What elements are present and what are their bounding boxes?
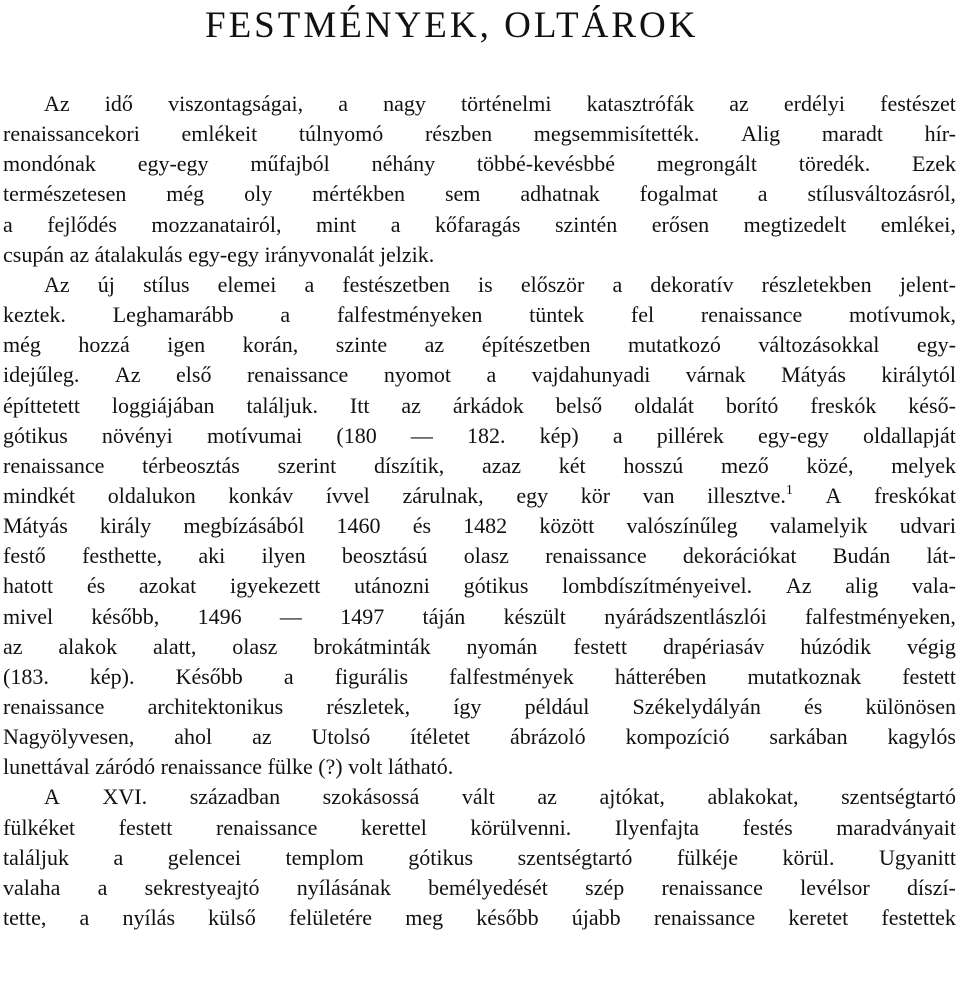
- word: Ezek: [912, 151, 956, 177]
- word: meg: [405, 905, 444, 931]
- word: oldallapját: [863, 422, 956, 448]
- word: van: [642, 482, 675, 508]
- word: renaissance: [700, 302, 803, 328]
- word: valamelyik: [769, 513, 868, 539]
- word: díszítik,: [373, 452, 445, 478]
- text-line: [3, 571, 956, 601]
- word: az: [729, 91, 749, 116]
- word: királytól: [881, 362, 956, 388]
- word: között: [539, 513, 595, 539]
- page-title: FESTMÉNYEK, OLTÁROK: [205, 5, 699, 46]
- word: építészetben: [481, 332, 591, 358]
- word: Leghamarább: [112, 302, 234, 328]
- word: mutatkozó: [627, 332, 721, 358]
- word: igyekezett: [230, 573, 321, 599]
- word: díszí-: [907, 874, 956, 900]
- word: a: [79, 905, 90, 931]
- word: megsemmisítették.: [533, 121, 700, 147]
- word: körülvenni.: [470, 814, 572, 840]
- word: alig: [845, 573, 879, 599]
- word: katasztrófák: [586, 91, 695, 116]
- word: fülkéket: [3, 814, 76, 840]
- word: valószínűleg: [626, 513, 738, 539]
- word: kép): [539, 422, 579, 448]
- word: a: [612, 271, 623, 297]
- word: olasz: [232, 633, 278, 659]
- word: Ugyanitt: [878, 844, 956, 870]
- word: tüntek: [529, 302, 585, 328]
- word: keztek.: [3, 302, 66, 328]
- word: túlnyomó: [298, 121, 384, 147]
- word: és: [412, 513, 432, 539]
- word: mező: [721, 452, 769, 478]
- word: ívvel: [325, 482, 370, 508]
- word: a: [283, 663, 294, 689]
- word: gótikus: [408, 844, 474, 870]
- word: természetesen: [3, 181, 127, 207]
- word: Itt: [349, 392, 370, 418]
- word: és: [804, 694, 823, 719]
- word: gótikus: [3, 422, 68, 448]
- word: Nagyölyvesen,: [3, 724, 135, 750]
- word: 182.: [466, 422, 506, 448]
- word: ábrázoló: [509, 724, 586, 750]
- text-line: [3, 813, 956, 843]
- word: stílus: [143, 271, 190, 297]
- word: kompozíció: [625, 724, 730, 750]
- word: többé-kevésbbé: [476, 151, 615, 177]
- word: körül.: [782, 844, 835, 870]
- word: még: [166, 181, 205, 207]
- word: a: [113, 844, 124, 870]
- word: hátterében: [614, 663, 707, 689]
- word: festhette,: [82, 543, 163, 569]
- word: készült: [503, 603, 566, 629]
- word: falfestményeken: [336, 302, 483, 328]
- word: kerettel: [360, 814, 427, 840]
- word: emlékei,: [880, 211, 956, 237]
- word: kör: [580, 482, 611, 508]
- word: valaha: [3, 874, 61, 900]
- word: festészetben: [342, 271, 450, 297]
- word: adhatnak: [520, 181, 600, 207]
- word: jelzik.: [379, 241, 435, 267]
- word: Mátyás: [781, 362, 846, 388]
- word: szentségtartó: [841, 784, 956, 810]
- word: kagylós: [887, 724, 956, 750]
- word: fel: [630, 302, 655, 328]
- text-line: [3, 843, 956, 873]
- word: Az: [44, 91, 70, 116]
- word: emlékeit: [181, 121, 258, 147]
- word: a: [338, 91, 348, 116]
- word: megtizedelt: [743, 211, 847, 237]
- word: még: [3, 332, 41, 358]
- text-line: [3, 330, 956, 360]
- word: kép).: [89, 663, 135, 689]
- text-line: [3, 360, 956, 390]
- word: oldalát: [634, 392, 694, 418]
- word: hozzá: [78, 332, 130, 358]
- word: gótikus: [463, 573, 529, 599]
- word: ahol: [174, 724, 213, 750]
- word: belső: [555, 392, 603, 418]
- text-line: [3, 662, 956, 692]
- word: konkáv: [228, 482, 294, 508]
- word: lombdíszítményeivel.: [562, 573, 753, 599]
- word: építtetett: [3, 392, 80, 418]
- word: renaissance: [3, 452, 105, 478]
- word: fülke: [267, 754, 313, 780]
- word: udvari: [899, 513, 956, 539]
- word: —: [410, 422, 433, 448]
- word: így: [453, 694, 482, 719]
- word: drapériasáv: [662, 633, 765, 659]
- word: falfestményeken,: [805, 603, 956, 629]
- word: a: [304, 271, 315, 297]
- word: felületére: [289, 905, 373, 931]
- word: az: [401, 392, 421, 418]
- word: egy-egy: [188, 241, 259, 267]
- word: néhány: [371, 151, 436, 177]
- word: késő-: [908, 392, 956, 418]
- word: motívumai: [206, 422, 303, 448]
- text-line: [3, 451, 956, 481]
- word: nyomot: [383, 362, 452, 388]
- word: renaissance: [545, 543, 647, 569]
- word: első: [176, 362, 212, 388]
- word: találjuk.: [246, 392, 318, 418]
- word: században: [189, 784, 281, 810]
- word: mértékben: [312, 181, 406, 207]
- word: az: [424, 332, 445, 358]
- word: várnak: [685, 362, 746, 388]
- word: Alig: [741, 121, 781, 147]
- word: Az: [785, 573, 812, 599]
- word: erősen: [651, 211, 710, 237]
- word: dekoratív: [650, 271, 734, 297]
- word: gelencei: [167, 844, 242, 870]
- word: egy-egy: [758, 422, 829, 448]
- word: nyárádszentlászlói: [604, 603, 767, 629]
- footnote-marker: 1: [785, 482, 793, 498]
- word: (180: [336, 422, 377, 448]
- word: először: [520, 271, 585, 297]
- word: A: [44, 784, 60, 810]
- word: és: [86, 573, 106, 599]
- word: a: [280, 302, 291, 328]
- word: a: [3, 211, 13, 237]
- word: festészet: [880, 91, 956, 116]
- word: korán,: [242, 332, 299, 358]
- word: loggiájában: [111, 392, 215, 418]
- word: alatt,: [152, 633, 197, 659]
- word: egy: [516, 482, 549, 508]
- text-line: [3, 752, 453, 782]
- text-line: [3, 210, 956, 240]
- word: idejűleg.: [3, 362, 80, 388]
- word: ítéletet: [410, 724, 471, 750]
- word: szinte: [335, 332, 388, 358]
- text-line: [3, 602, 956, 632]
- word: renaissancekori: [3, 121, 140, 147]
- word: árkádok: [452, 392, 524, 418]
- word: renaissance: [653, 905, 756, 931]
- word: erdélyi: [783, 91, 846, 116]
- word: sarkában: [769, 724, 848, 750]
- word: műfajból: [250, 151, 330, 177]
- word: maradványait: [836, 814, 956, 840]
- word: a: [612, 422, 623, 448]
- word: renaissance: [246, 362, 349, 388]
- text-line: [3, 300, 956, 330]
- word: átalakulás: [94, 241, 183, 267]
- word: pillérek: [656, 422, 724, 448]
- word: festettek: [881, 905, 956, 931]
- word: levélsor: [800, 874, 870, 900]
- word: hatott: [3, 573, 54, 599]
- word: Később: [175, 663, 243, 689]
- word: újabb: [571, 905, 621, 931]
- word: azokat: [138, 573, 197, 599]
- word: freskók: [810, 392, 877, 418]
- word: renaissance: [215, 814, 318, 840]
- text-line: [3, 873, 956, 903]
- word: szintén: [554, 211, 618, 237]
- word: külső: [208, 905, 256, 931]
- text-line: [3, 421, 956, 451]
- word: kőfaragás: [434, 211, 521, 237]
- word: A: [825, 482, 842, 508]
- text-line: [3, 541, 956, 571]
- word: beosztású: [341, 543, 428, 569]
- word: maradt: [821, 121, 883, 147]
- word: motívumok,: [849, 302, 956, 328]
- word: megbízásából: [183, 513, 305, 539]
- word: freskókat: [874, 482, 956, 508]
- word: vált: [461, 784, 495, 810]
- word: záródó: [95, 754, 156, 780]
- word: király: [99, 513, 152, 539]
- word: lát-: [926, 543, 956, 569]
- word: festés: [742, 814, 793, 840]
- word: is: [478, 271, 493, 297]
- word: mutatkoznak: [747, 663, 862, 689]
- word: 1496: [197, 603, 242, 629]
- word: azaz: [482, 452, 522, 478]
- word: mivel: [3, 603, 54, 629]
- text-line: [3, 179, 956, 209]
- word: Székelydályán: [632, 694, 761, 719]
- word: melyek: [891, 452, 956, 478]
- word: vajdahunyadi: [531, 362, 651, 388]
- text-line: [3, 903, 956, 933]
- word: (183.: [3, 663, 49, 689]
- word: alakok: [58, 633, 118, 659]
- word: festett: [573, 633, 628, 659]
- word: Az: [114, 362, 141, 388]
- word: később,: [91, 603, 160, 629]
- word: két: [558, 452, 586, 478]
- word: viszontagságai,: [168, 91, 304, 116]
- word: az: [3, 633, 23, 659]
- text-line: [3, 722, 956, 752]
- word: új: [97, 271, 115, 297]
- word: keretet: [788, 905, 849, 931]
- word: sem: [444, 181, 481, 207]
- word: lunettával: [3, 754, 90, 780]
- word: a: [757, 181, 768, 207]
- word: fogalmat: [639, 181, 718, 207]
- word: volt: [348, 754, 383, 780]
- word: megrongált: [656, 151, 757, 177]
- word: változásokkal: [758, 332, 880, 358]
- word: a: [97, 874, 108, 900]
- word: Utolsó: [311, 724, 371, 750]
- text-line: [3, 511, 956, 541]
- word: nyílás: [122, 905, 176, 931]
- word: aki: [198, 543, 226, 569]
- word: hosszú: [623, 452, 684, 478]
- word: Ilyenfajta: [614, 814, 700, 840]
- word: végig: [907, 633, 956, 659]
- word: közé,: [806, 452, 854, 478]
- word: vala-: [911, 573, 956, 599]
- word: renaissance: [3, 694, 105, 719]
- word: festő: [3, 543, 46, 569]
- word: ilyen: [261, 543, 306, 569]
- word: templom: [285, 844, 364, 870]
- word: 1460: [336, 513, 381, 539]
- word: brokátminták: [313, 633, 431, 659]
- word: térbeosztás: [142, 452, 240, 478]
- text-line: [3, 481, 956, 511]
- word: töredék.: [798, 151, 871, 177]
- word: zárulnak,: [402, 482, 484, 508]
- word: például: [524, 694, 590, 719]
- word: táján: [422, 603, 466, 629]
- word: nagy: [383, 91, 426, 116]
- word: XVI.: [102, 784, 148, 810]
- word: növényi: [101, 422, 173, 448]
- word: architektonikus: [147, 694, 284, 719]
- word: történelmi: [461, 91, 552, 116]
- word: később: [476, 905, 539, 931]
- text-line: [3, 240, 434, 270]
- word: különösen: [865, 694, 956, 719]
- word: Az: [44, 271, 70, 297]
- word: 1497: [340, 603, 385, 629]
- word: fejlődés: [47, 211, 117, 237]
- word: renaissance: [160, 754, 262, 780]
- word: egy-: [916, 332, 956, 358]
- word: jelent-: [899, 271, 956, 297]
- word: Budán: [832, 543, 891, 569]
- word: fülkéje: [676, 844, 739, 870]
- word: találjuk: [3, 844, 69, 870]
- word: mozzanatairól,: [151, 211, 282, 237]
- word: szép: [585, 874, 625, 900]
- word: az: [537, 784, 557, 810]
- word: irányvonalát: [264, 241, 375, 267]
- word: egy-egy: [137, 151, 209, 177]
- word: festett: [902, 663, 956, 689]
- word: festett: [118, 814, 173, 840]
- text-line: [3, 391, 956, 421]
- word: ablakokat,: [707, 784, 799, 810]
- word: húzódik: [800, 633, 872, 659]
- text-line: [3, 692, 956, 722]
- word: figurális: [334, 663, 409, 689]
- word: mint: [315, 211, 357, 237]
- word: idő: [104, 91, 133, 116]
- word: borító: [725, 392, 779, 418]
- word: hír-: [924, 121, 956, 147]
- word: illesztve.$^1$: [707, 482, 793, 508]
- word: bemélyedését: [428, 874, 548, 900]
- word: nyílásának: [296, 874, 391, 900]
- word: látható.: [387, 754, 454, 780]
- word: nyomán: [466, 633, 538, 659]
- word: sekrestyeajtó: [144, 874, 260, 900]
- word: mondónak: [3, 151, 96, 177]
- word: oldalukon: [107, 482, 196, 508]
- text-line: [44, 270, 956, 300]
- word: az: [69, 241, 90, 267]
- word: szerint: [277, 452, 337, 478]
- word: szentségtartó: [517, 844, 633, 870]
- word: az: [252, 724, 272, 750]
- word: csupán: [3, 241, 65, 267]
- word: részletekben: [761, 271, 872, 297]
- text-line: [44, 89, 956, 119]
- word: igen: [167, 332, 206, 358]
- word: a: [390, 211, 401, 237]
- word: Mátyás: [3, 513, 68, 539]
- word: renaissance: [661, 874, 763, 900]
- word: falfestmények: [449, 663, 574, 689]
- word: mindkét: [3, 482, 76, 508]
- word: tette,: [3, 905, 47, 931]
- word: a: [486, 362, 497, 388]
- word: 1482: [463, 513, 508, 539]
- word: részletek,: [326, 694, 411, 719]
- text-line: [3, 632, 956, 662]
- word: szokásossá: [322, 784, 420, 810]
- word: —: [279, 603, 302, 629]
- word: utánozni: [354, 573, 430, 599]
- text-line: [44, 782, 956, 812]
- word: (?): [318, 754, 343, 780]
- word: oly: [244, 181, 273, 207]
- word: stílusváltozásról,: [807, 181, 956, 207]
- text-line: [3, 149, 956, 179]
- word: dekorációkat: [682, 543, 797, 569]
- word: olasz: [463, 543, 509, 569]
- word: ajtókat,: [599, 784, 665, 810]
- text-line: [3, 119, 956, 149]
- word: részben: [424, 121, 493, 147]
- word: elemei: [217, 271, 277, 297]
